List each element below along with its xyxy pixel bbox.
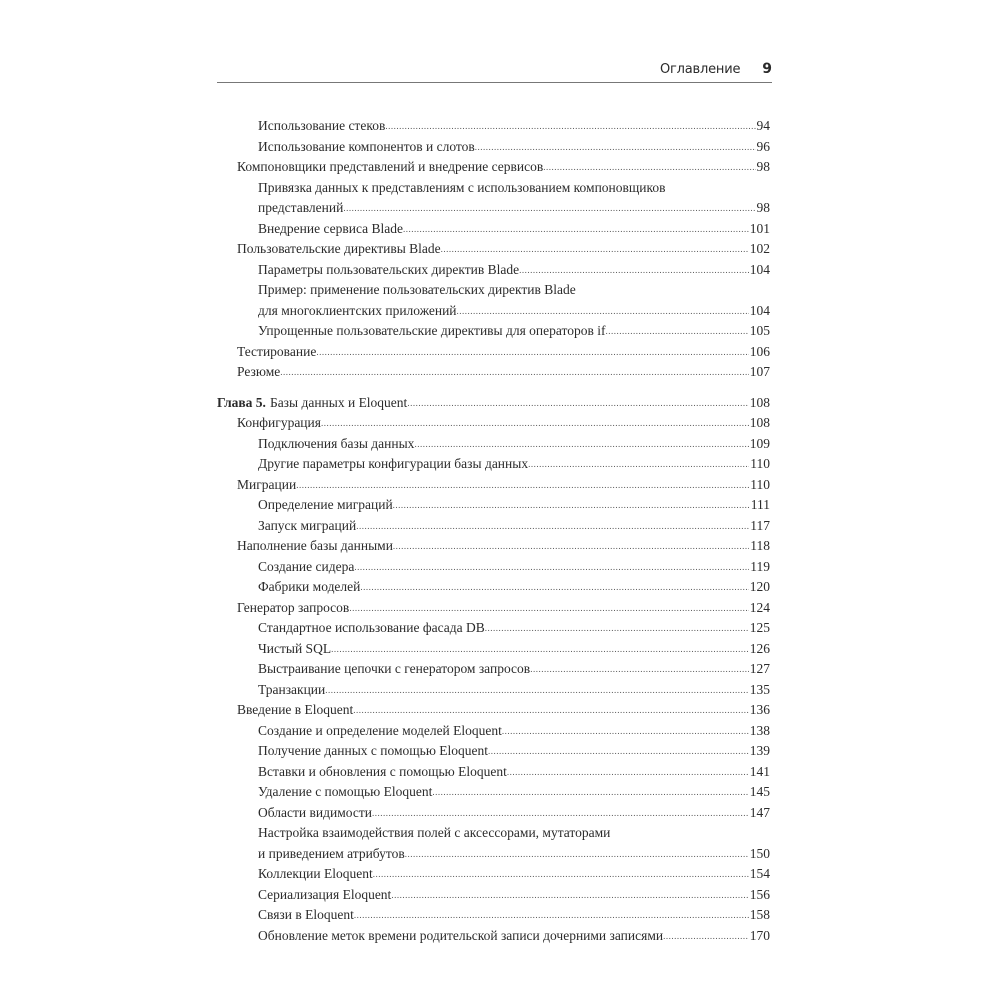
toc-entry[interactable] (217, 260, 770, 281)
toc-entry-title (237, 342, 749, 363)
toc-entry-text: Коллекции Eloquent (258, 866, 373, 881)
leader-dots (296, 475, 749, 496)
toc-entry-title (237, 413, 749, 434)
toc-page-number: 110 (750, 476, 770, 492)
toc-entry-title (258, 926, 749, 947)
toc-page-number: 119 (750, 558, 770, 574)
table-of-contents (217, 116, 770, 946)
toc-page-number: 101 (749, 220, 770, 236)
toc-page-number: 106 (749, 343, 770, 359)
toc-page-number: 124 (749, 599, 770, 615)
toc-entry-title (258, 321, 749, 342)
toc-entry-text: Обновление меток времени родительской записи дочерними записями (258, 927, 664, 943)
toc-entry-title-line1: Привязка данных к представлениям с использованием компоновщиков (258, 179, 666, 195)
toc-page-number: 104 (749, 302, 770, 318)
toc-entry-text: Миграции (237, 476, 297, 492)
toc-page-number: 108 (749, 415, 770, 430)
toc-page-number: 135 (749, 681, 770, 697)
toc-entry-title (258, 434, 749, 455)
toc-page-number: 98 (756, 200, 770, 215)
leader-dots (485, 618, 749, 639)
toc-entry-title (237, 362, 749, 383)
leader-dots (393, 536, 749, 557)
toc-page-number: 110 (750, 456, 770, 471)
leader-dots (325, 680, 748, 701)
toc-entry-title (258, 577, 749, 598)
toc-entry-text: Наполнение базы данными (237, 538, 393, 553)
toc-entry[interactable] (217, 280, 770, 321)
toc-entry[interactable] (217, 618, 770, 639)
toc-entry-text: Конфигурация (237, 415, 321, 430)
toc-entry-title (258, 680, 749, 701)
leader-dots (393, 495, 750, 516)
toc-page-number: 158 (749, 907, 770, 922)
toc-entry[interactable] (217, 823, 770, 864)
toc-entry-title (258, 178, 756, 219)
toc-entry-text: Тестирование (237, 343, 317, 359)
toc-entry-title (258, 659, 749, 680)
toc-entry-text: Транзакции (258, 681, 326, 697)
leader-dots (475, 137, 756, 158)
toc-entry[interactable] (217, 434, 770, 455)
toc-entry-text: Компоновщики представлений и внедрение сервисов (237, 159, 544, 174)
toc-entry[interactable] (217, 495, 770, 516)
toc-page-number: 94 (756, 118, 770, 133)
toc-entry[interactable] (217, 782, 770, 803)
toc-entry-title-line2-row (258, 844, 749, 865)
toc-entry[interactable] (217, 239, 770, 260)
toc-page-number: 125 (749, 620, 770, 635)
toc-section-chapter-5 (217, 413, 770, 946)
toc-entry[interactable] (217, 116, 770, 137)
toc-page-number: 111 (750, 497, 770, 512)
toc-entry[interactable] (217, 659, 770, 680)
leader-dots (385, 116, 755, 137)
toc-section-previous-chapter (217, 116, 770, 383)
toc-page-number: 117 (750, 517, 770, 533)
leader-dots (280, 362, 748, 383)
toc-entry-title (258, 618, 749, 639)
toc-entry[interactable] (217, 557, 770, 578)
toc-entry[interactable] (217, 342, 770, 363)
toc-entry[interactable] (217, 516, 770, 537)
toc-entry[interactable] (217, 577, 770, 598)
leader-dots (354, 905, 749, 926)
toc-entry-title (258, 260, 749, 281)
leader-dots (360, 577, 748, 598)
leader-dots (405, 844, 749, 865)
leader-dots (543, 157, 755, 178)
toc-entry[interactable] (217, 321, 770, 342)
header-rule (217, 82, 772, 83)
toc-entry-title (258, 782, 749, 803)
leader-dots (488, 741, 749, 762)
running-header (217, 58, 772, 80)
toc-entry-text: Определение миграций (258, 497, 393, 512)
toc-entry-text: Другие параметры конфигурации базы данных (258, 456, 529, 471)
toc-entry[interactable] (217, 721, 770, 742)
toc-page-number: 141 (749, 763, 770, 779)
toc-entry-title (258, 116, 756, 137)
toc-page-number: 102 (749, 241, 770, 256)
leader-dots (321, 413, 749, 434)
leader-dots (391, 885, 748, 906)
toc-page-number: 170 (749, 927, 770, 943)
toc-entry[interactable] (217, 157, 770, 178)
toc-entry-title-line2: для многоклиентских приложений (258, 302, 457, 318)
toc-page-number: 105 (749, 323, 770, 338)
toc-entry[interactable] (217, 454, 770, 475)
toc-entry-text: Создание и определение моделей Eloquent (258, 722, 502, 738)
toc-entry-text: Удаление с помощью Eloquent (258, 784, 433, 799)
leader-dots (373, 864, 749, 885)
toc-entry-title (258, 905, 749, 926)
leader-dots (441, 239, 749, 260)
toc-entry[interactable] (217, 475, 770, 496)
chapter-label: Глава 5. (217, 394, 266, 410)
toc-entry-text: Параметры пользовательских директив Blade (258, 261, 520, 277)
toc-entry[interactable] (217, 178, 770, 219)
toc-page-number: 96 (756, 138, 770, 154)
toc-entry-text: Подключения базы данных (258, 435, 415, 451)
leader-dots (414, 434, 748, 455)
toc-entry-title-line2-row (258, 301, 749, 322)
leader-dots (507, 762, 749, 783)
toc-entry[interactable] (217, 905, 770, 926)
toc-entry-title-line2: и приведением атрибутов (258, 845, 405, 861)
toc-entry-title-line2-row (258, 198, 756, 219)
toc-entry-text: Выстраивание цепочки с генератором запросов (258, 661, 531, 676)
toc-page-number: 147 (749, 804, 770, 820)
toc-entry-text: Генератор запросов (237, 599, 350, 615)
toc-entry-title (258, 495, 750, 516)
toc-page-number: 104 (749, 261, 770, 277)
toc-entry[interactable] (217, 413, 770, 434)
toc-page-number: 118 (750, 538, 770, 553)
leader-dots (316, 342, 748, 363)
toc-page-number: 109 (749, 435, 770, 451)
toc-page-number: 156 (749, 886, 770, 902)
leader-dots (356, 516, 749, 537)
toc-entry-title (258, 823, 749, 864)
leader-dots (343, 198, 755, 219)
toc-page-number: 107 (749, 364, 770, 379)
toc-entry[interactable] (217, 362, 770, 383)
toc-entry-text: Связи в Eloquent (258, 907, 354, 922)
toc-entry-title (258, 721, 749, 742)
leader-dots (457, 301, 749, 322)
toc-entry[interactable] (217, 680, 770, 701)
toc-page-number: 108 (749, 394, 770, 410)
toc-entry-text: Вставки и обновления с помощью Eloquent (258, 763, 507, 779)
toc-entry-title (258, 219, 749, 240)
toc-page-number: 138 (749, 722, 770, 738)
leader-dots (403, 219, 749, 240)
toc-entry[interactable] (217, 700, 770, 721)
toc-entry-title (237, 157, 756, 178)
toc-entry-text: Стандартное использование фасада DB (258, 620, 485, 635)
toc-entry-title-line2: представлений (258, 200, 344, 215)
toc-entry-title (217, 393, 749, 414)
leader-dots (372, 803, 749, 824)
toc-entry[interactable] (217, 803, 770, 824)
leader-dots (331, 639, 749, 660)
toc-entry-text: Использование стеков (258, 118, 386, 133)
toc-entry-title (258, 454, 749, 475)
leader-dots (432, 782, 748, 803)
leader-dots (353, 700, 748, 721)
toc-entry-title (258, 762, 749, 783)
leader-dots (354, 557, 749, 578)
toc-page-number: 120 (749, 579, 770, 594)
toc-entry-text: Области видимости (258, 804, 372, 820)
toc-entry-title (258, 639, 749, 660)
toc-entry[interactable] (217, 219, 770, 240)
leader-dots (407, 393, 748, 414)
chapter-title: Базы данных и Eloquent (269, 394, 408, 410)
toc-entry-title (237, 536, 749, 557)
toc-page-number: 127 (749, 661, 770, 676)
toc-page-number: 150 (749, 845, 770, 861)
toc-entry-title (258, 741, 749, 762)
toc-entry-title-line1: Пример: применение пользовательских директив Blade (258, 282, 576, 297)
toc-entry-title (258, 137, 756, 158)
toc-entry-title (237, 475, 749, 496)
toc-entry-title (258, 280, 749, 321)
toc-page-number: 139 (749, 743, 770, 758)
toc-entry[interactable] (217, 762, 770, 783)
toc-page-number: 145 (749, 784, 770, 799)
toc-entry-text: Использование компонентов и слотов (258, 138, 475, 154)
toc-entry[interactable] (217, 536, 770, 557)
leader-dots (502, 721, 749, 742)
toc-entry-title (237, 700, 749, 721)
toc-page-number: 126 (749, 640, 770, 656)
toc-entry-text: Сериализация Eloquent (258, 886, 392, 902)
toc-entry-title (237, 239, 749, 260)
toc-entry-text: Пользовательские директивы Blade (237, 241, 441, 256)
toc-entry-title (258, 864, 749, 885)
toc-entry-text: Создание сидера (258, 558, 355, 574)
toc-entry-title (258, 516, 749, 537)
toc-entry-title (258, 885, 749, 906)
header-page-number: 9 (762, 61, 772, 77)
toc-entry-title (258, 557, 749, 578)
toc-entry[interactable] (217, 864, 770, 885)
leader-dots (606, 321, 749, 342)
toc-page-number: 154 (749, 866, 770, 881)
toc-entry[interactable] (217, 598, 770, 619)
leader-dots (519, 260, 749, 281)
toc-entry-text: Чистый SQL (258, 640, 332, 656)
toc-entry-text: Запуск миграций (258, 517, 357, 533)
toc-entry-title (258, 803, 749, 824)
leader-dots (528, 454, 749, 475)
leader-dots (530, 659, 749, 680)
toc-entry-text: Упрощенные пользовательские директивы для операторов if (258, 323, 606, 338)
leader-dots (663, 926, 749, 947)
toc-entry[interactable] (217, 639, 770, 660)
toc-entry-text: Фабрики моделей (258, 579, 361, 594)
toc-entry-title (237, 598, 749, 619)
toc-entry-text: Получение данных с помощью Eloquent (258, 743, 489, 758)
toc-page-number: 98 (756, 159, 770, 174)
toc-chapter-entry[interactable] (217, 393, 770, 414)
toc-entry-text: Внедрение сервиса Blade (258, 220, 403, 236)
toc-entry-text: Резюме (237, 364, 281, 379)
toc-entry[interactable] (217, 926, 770, 947)
leader-dots (349, 598, 748, 619)
header-section-title: Оглавление (659, 61, 741, 77)
toc-entry[interactable] (217, 137, 770, 158)
toc-entry[interactable] (217, 741, 770, 762)
toc-entry[interactable] (217, 885, 770, 906)
toc-entry-title-line1: Настройка взаимодействия полей с аксессорами, мутаторами (258, 825, 611, 840)
toc-page-number: 136 (749, 702, 770, 717)
toc-entry-text: Введение в Eloquent (237, 702, 354, 717)
